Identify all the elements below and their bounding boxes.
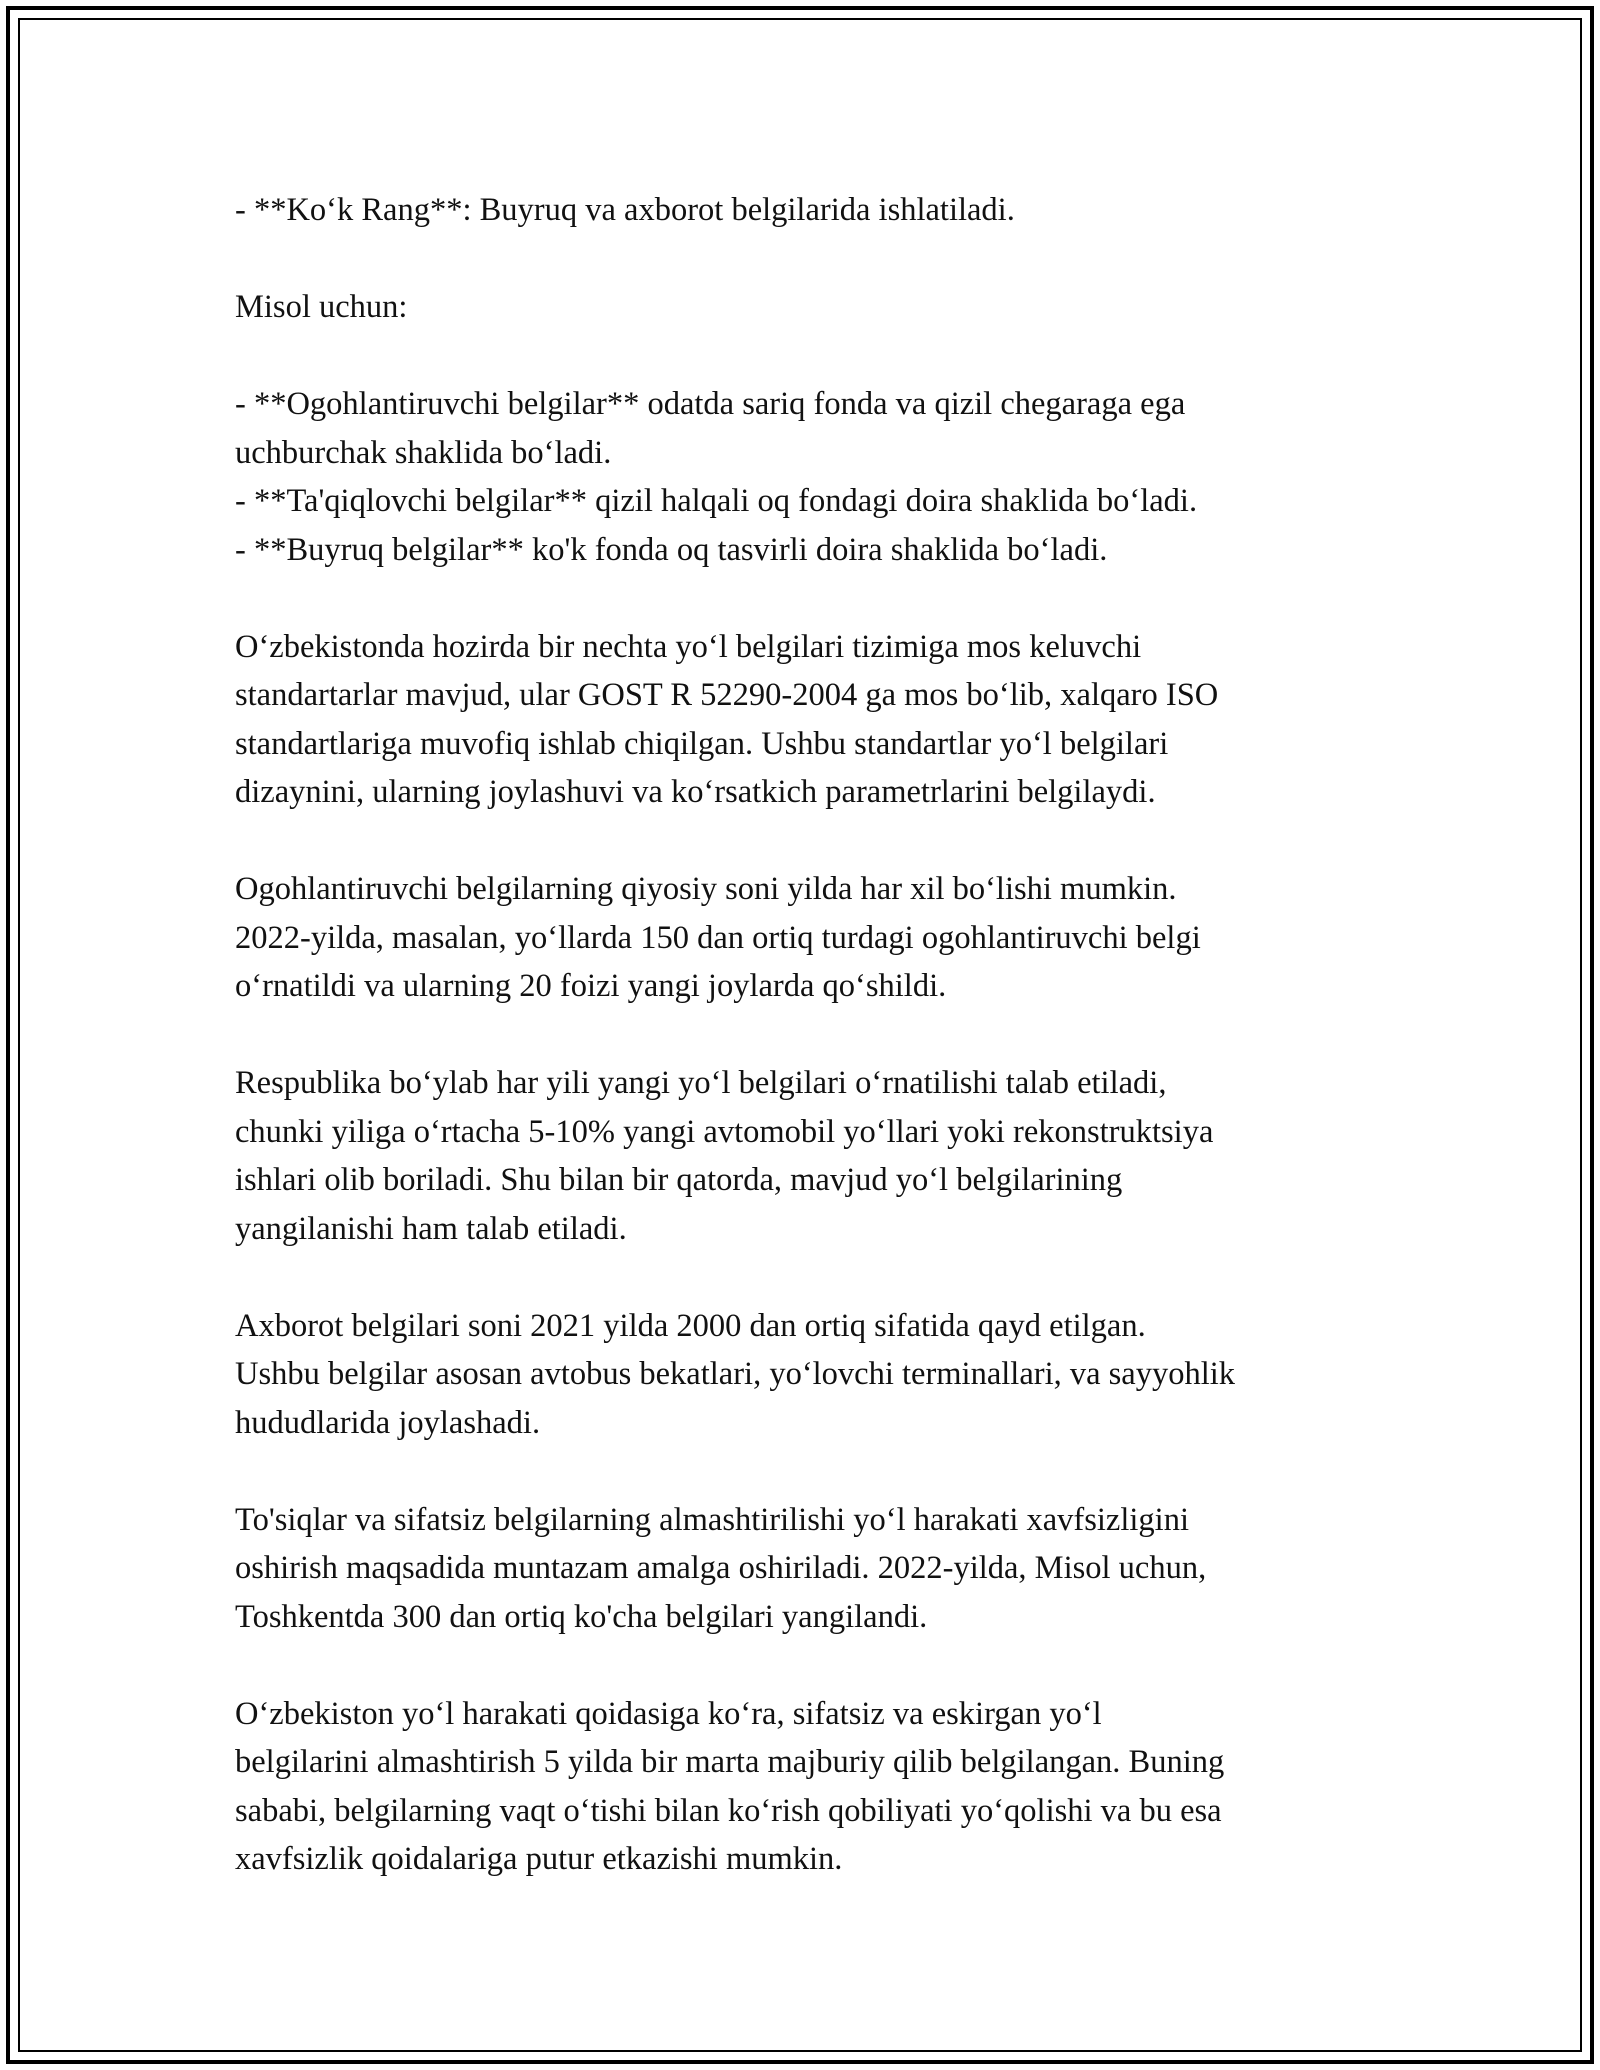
paragraph-information-signs	[235, 1302, 1375, 1448]
text-line: - **Buyruq belgilar** ko'k fonda oq tasvirli doira shaklida bo‘ladi.	[235, 531, 1108, 568]
paragraph-color-note	[235, 186, 1375, 235]
text-line: Respublika bo‘ylab har yili yangi yo‘l belgilari o‘rnatilishi talab etiladi,	[235, 1065, 1167, 1101]
text-line: xavfsizlik qoidalariga putur etkazishi mumkin.	[235, 1841, 843, 1877]
text-line: Misol uchun:	[235, 289, 408, 325]
text-line: - **Ogohlantiruvchi belgilar** odatda sariq fonda va qizil chegaraga ega	[235, 386, 1186, 422]
text-line: Ogohlantiruvchi belgilarning qiyosiy soni yilda har xil bo‘lishi mumkin.	[235, 871, 1177, 907]
text-line: Ushbu belgilar asosan avtobus bekatlari, yo‘lovchi terminallari, va sayyohlik	[235, 1356, 1236, 1392]
text-line: hududlarida joylashadi.	[235, 1404, 541, 1441]
text-line: chunki yiliga o‘rtacha 5-10% yangi avtomobil yo‘llari yoki rekonstruktsiya	[235, 1113, 1214, 1150]
paragraph-sign-types-list	[235, 380, 1375, 574]
text-line: belgilarini almashtirish 5 yilda bir marta majburiy qilib belgilangan. Buning	[235, 1744, 1225, 1780]
text-line: O‘zbekistonda hozirda bir nechta yo‘l belgilari tizimiga mos keluvchi	[235, 628, 1142, 665]
paragraph-replacement	[235, 1496, 1375, 1642]
text-line: yangilanishi ham talab etiladi.	[235, 1210, 627, 1247]
text-line: o‘rnatildi va ularning 20 foizi yangi joylarda qo‘shildi.	[235, 968, 947, 1004]
text-line: To'siqlar va sifatsiz belgilarning almashtirilishi yo‘l harakati xavfsizligini	[235, 1501, 1189, 1538]
text-line: dizaynini, ularning joylashuvi va ko‘rsatkich parametrlarini belgilaydi.	[235, 774, 1156, 810]
text-line: Axborot belgilari soni 2021 yilda 2000 dan ortiq sifatida qayd etilgan.	[235, 1307, 1146, 1344]
document-body	[235, 186, 1375, 1884]
paragraph-warning-signs-count	[235, 865, 1375, 1011]
paragraph-regulation	[235, 1690, 1375, 1884]
text-line: Toshkentda 300 dan ortiq ko'cha belgilari yangilandi.	[235, 1598, 928, 1635]
text-line: standartarlar mavjud, ular GOST R 52290-2004 ga mos bo‘lib, xalqaro ISO	[235, 677, 1219, 713]
paragraph-new-signs-demand	[235, 1059, 1375, 1253]
text-line: - **Ko‘k Rang**: Buyruq va axborot belgilarida ishlatiladi.	[235, 192, 1015, 228]
text-line: oshirish maqsadida muntazam amalga oshiriladi. 2022-yilda, Misol uchun,	[235, 1550, 1207, 1586]
text-line: O‘zbekiston yo‘l harakati qoidasiga ko‘ra, sifatsiz va eskirgan yo‘l	[235, 1695, 1102, 1732]
text-line: uchburchak shaklida bo‘ladi.	[235, 434, 612, 471]
text-line: sababi, belgilarning vaqt o‘tishi bilan ko‘rish qobiliyati yo‘qolishi va bu esa	[235, 1792, 1222, 1829]
text-line: standartlariga muvofiq ishlab chiqilgan. Ushbu standartlar yo‘l belgilari	[235, 725, 1169, 762]
paragraph-example-heading	[235, 283, 1375, 332]
text-line: ishlari olib boriladi. Shu bilan bir qatorda, mavjud yo‘l belgilarining	[235, 1162, 1123, 1198]
text-line: - **Ta'qiqlovchi belgilar** qizil halqali oq fondagi doira shaklida bo‘ladi.	[235, 483, 1198, 519]
text-line: 2022-yilda, masalan, yo‘llarda 150 dan ortiq turdagi ogohlantiruvchi belgi	[235, 919, 1201, 956]
paragraph-standards	[235, 623, 1375, 817]
